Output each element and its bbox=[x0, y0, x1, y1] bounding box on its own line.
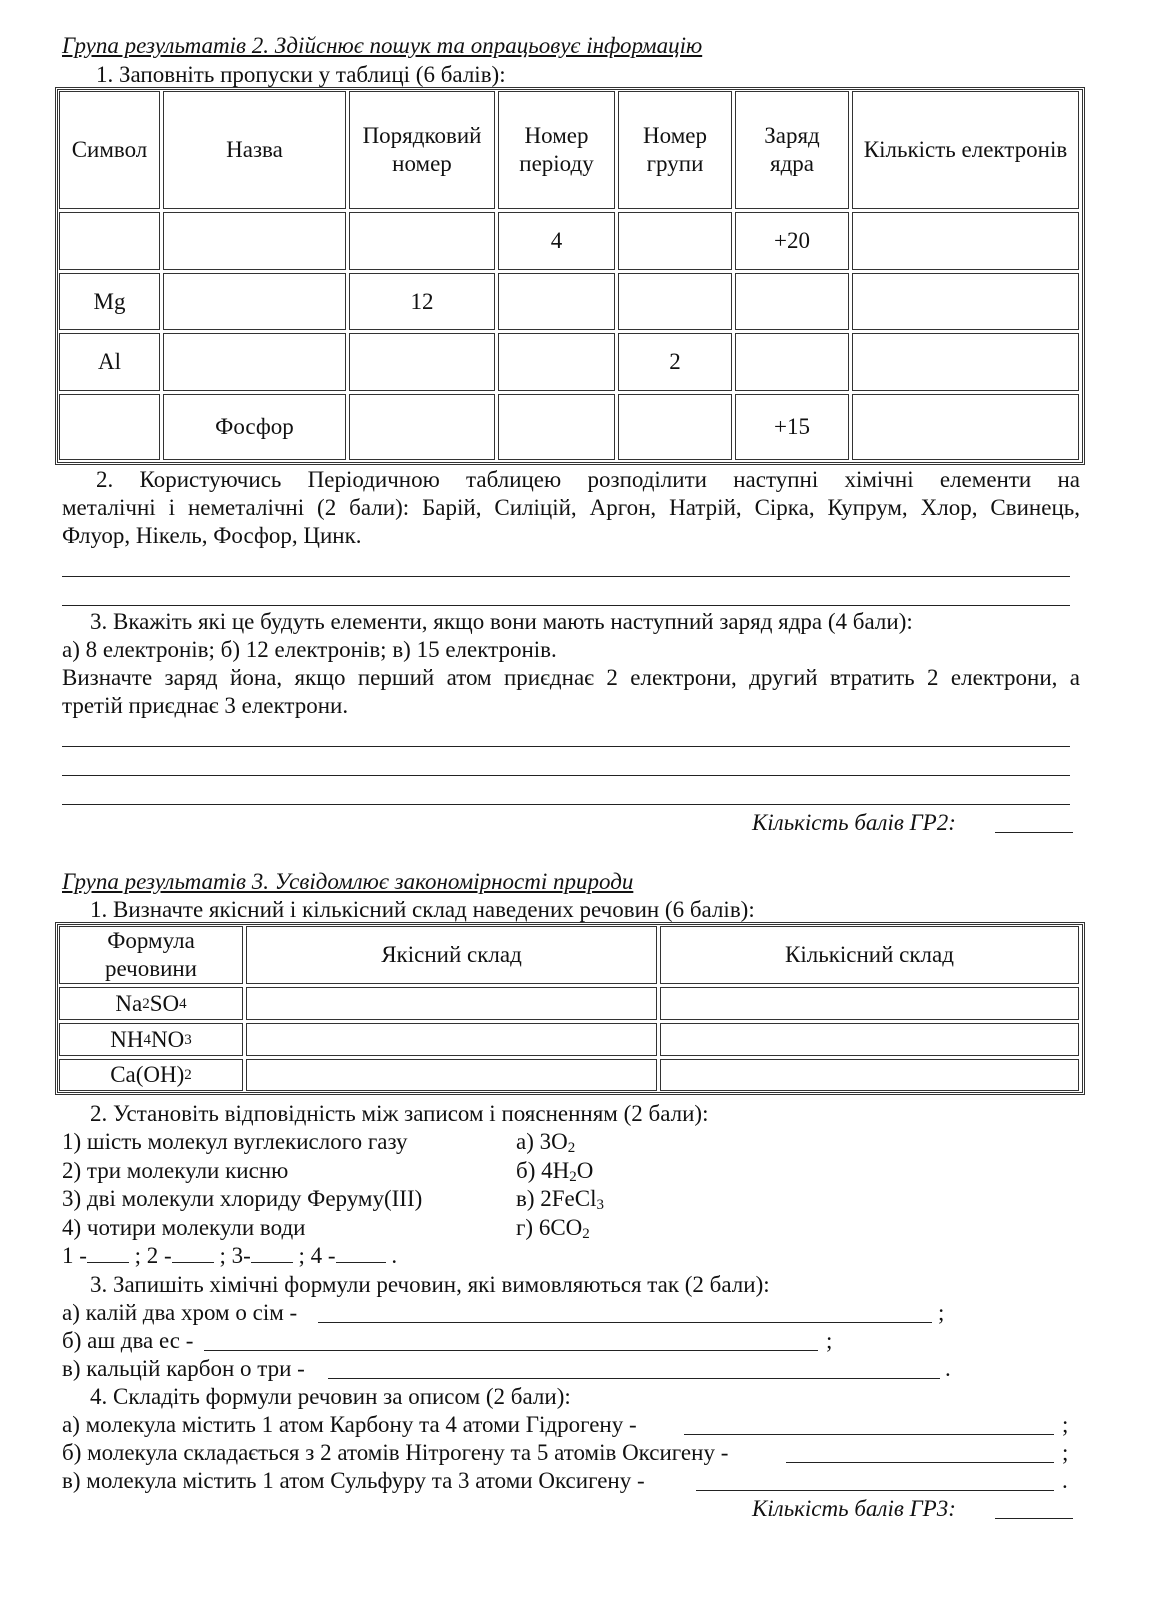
answer-end: . bbox=[391, 1243, 398, 1268]
table-cell: +15 bbox=[735, 394, 849, 460]
formula-cell: Ca(OH) 2 bbox=[59, 1059, 243, 1091]
task4-item-b: б) молекула складається з 2 атомів Нітрогену та 5 атомів Оксигену - bbox=[62, 1440, 729, 1465]
answer-blank-1[interactable] bbox=[87, 1244, 129, 1263]
gr2-score-field[interactable] bbox=[995, 832, 1073, 833]
table-cell[interactable] bbox=[618, 394, 732, 460]
gr3-task2: 2. Установіть відповідність між записом і поясненням (2 бали): bbox=[90, 1101, 709, 1126]
gr3-task4: 4. Складіть формули речовин за описом (2 бали): bbox=[90, 1384, 571, 1409]
qualitative-cell[interactable] bbox=[246, 987, 657, 1020]
qualitative-cell[interactable] bbox=[246, 1059, 657, 1091]
answer-label-2: ; 2 - bbox=[134, 1243, 172, 1268]
table-cell[interactable] bbox=[618, 273, 732, 330]
match-right-item: в) 2FeCl$_3$ bbox=[516, 1186, 604, 1213]
table-cell: +20 bbox=[735, 212, 849, 270]
table-cell: Фосфор bbox=[163, 394, 346, 460]
table-cell[interactable] bbox=[852, 273, 1079, 330]
task3-answer-b[interactable] bbox=[204, 1350, 818, 1351]
table-header-cell: Номер групи bbox=[618, 91, 732, 209]
task4-item-c: в) молекула містить 1 атом Сульфуру та 3 атоми Оксигену - bbox=[62, 1468, 645, 1493]
task3-item-b: б) аш два ес - bbox=[62, 1328, 194, 1353]
formula-cell: NH 4 NO 3 bbox=[59, 1023, 243, 1056]
answer-label-4: ; 4 - bbox=[298, 1243, 336, 1268]
gr2-title: Група результатів 2. Здійснює пошук та опрацьовує інформацію bbox=[62, 33, 703, 58]
table-cell[interactable] bbox=[349, 394, 495, 460]
table-cell[interactable] bbox=[163, 273, 346, 330]
gr2-task3-line2: а) 8 електронів; б) 12 електронів; в) 15 електронів. bbox=[62, 637, 557, 662]
quantitative-cell[interactable] bbox=[660, 1023, 1079, 1056]
table-cell[interactable] bbox=[852, 394, 1079, 460]
gr2-task2-line1: 2. Користуючись Періодичною таблицею розподілити наступні хімічні елементи на bbox=[96, 467, 1080, 492]
task4-answer-c[interactable] bbox=[696, 1490, 1054, 1491]
table-cell[interactable] bbox=[735, 333, 849, 391]
table-cell: 2 bbox=[618, 333, 732, 391]
answer-blank-2[interactable] bbox=[172, 1244, 214, 1263]
answer-line[interactable] bbox=[62, 605, 1070, 606]
answer-label-1: 1 - bbox=[62, 1243, 87, 1268]
answer-label-3: ; 3- bbox=[219, 1243, 251, 1268]
task3-item-a: а) калій два хром о сім - bbox=[62, 1300, 298, 1325]
task3-answer-c[interactable] bbox=[328, 1378, 940, 1379]
table-cell[interactable] bbox=[59, 212, 160, 270]
answer-blank-4[interactable] bbox=[336, 1244, 386, 1263]
task4-end-b: ; bbox=[1062, 1440, 1069, 1465]
quantitative-cell[interactable] bbox=[660, 987, 1079, 1020]
table-header-cell: Символ bbox=[59, 91, 160, 209]
table-header-cell: Формула речовини bbox=[59, 926, 243, 984]
table-cell[interactable] bbox=[59, 394, 160, 460]
table-cell[interactable] bbox=[852, 333, 1079, 391]
table-cell[interactable] bbox=[498, 273, 615, 330]
gr2-task2-line2: металічні і неметалічні (2 бали): Барій, Силіцій, Аргон, Натрій, Сірка, Купрум, Хлор, Свинець, bbox=[62, 495, 1080, 520]
task3-end-c: . bbox=[945, 1356, 951, 1381]
matching-answers bbox=[62, 1243, 397, 1269]
match-right-item: б) $4H_2O$ bbox=[516, 1157, 594, 1185]
table-cell[interactable] bbox=[735, 273, 849, 330]
table-cell[interactable] bbox=[349, 212, 495, 270]
table-cell: 4 bbox=[498, 212, 615, 270]
formula-cell: Na 2 SO 4 bbox=[59, 987, 243, 1020]
task4-end-a: ; bbox=[1062, 1412, 1069, 1437]
gr2-task1: 1. Заповніть пропуски у таблиці (6 балів): bbox=[96, 62, 506, 87]
table-header-cell: Кількість електронів bbox=[852, 91, 1079, 209]
table-cell[interactable] bbox=[163, 212, 346, 270]
answer-line[interactable] bbox=[62, 804, 1070, 805]
task3-end-b: ; bbox=[826, 1328, 833, 1353]
task4-answer-b[interactable] bbox=[786, 1462, 1054, 1463]
match-right-item: г) $6CO_2$ bbox=[516, 1214, 590, 1242]
answer-line[interactable] bbox=[62, 775, 1070, 776]
table-cell: Mg bbox=[59, 273, 160, 330]
gr2-task2-line3: Флуор, Нікель, Фосфор, Цинк. bbox=[62, 523, 362, 548]
task3-end-a: ; bbox=[938, 1300, 945, 1325]
gr3-score-label: Кількість балів ГР3: bbox=[752, 1496, 956, 1521]
gr2-task3-line4: третій приєднає 3 електрони. bbox=[62, 693, 349, 718]
gr2-score-label: Кількість балів ГР2: bbox=[752, 810, 956, 835]
table-header-cell: Назва bbox=[163, 91, 346, 209]
task3-item-c: в) кальцій карбон о три - bbox=[62, 1356, 305, 1381]
task4-end-c: . bbox=[1062, 1468, 1068, 1493]
table-cell: Al bbox=[59, 333, 160, 391]
answer-line[interactable] bbox=[62, 576, 1070, 577]
gr3-task1: 1. Визначте якісний і кількісний склад наведених речовин (6 балів): bbox=[90, 897, 755, 922]
gr2-task3-line3: Визначте заряд йона, якщо перший атом приєднає 2 електрони, другий втратить 2 електрони, а bbox=[62, 665, 1080, 690]
match-left-item: 4) чотири молекули води bbox=[62, 1214, 306, 1240]
gr2-task3-line1: 3. Вкажіть які це будуть елементи, якщо вони мають наступний заряд ядра (4 бали): bbox=[90, 609, 913, 634]
table-cell[interactable] bbox=[498, 333, 615, 391]
gr3-task3: 3. Запишіть хімічні формули речовин, які вимовляються так (2 бали): bbox=[90, 1272, 770, 1297]
table-header-cell: Якісний склад bbox=[246, 926, 657, 984]
table-cell[interactable] bbox=[498, 394, 615, 460]
table-cell: 12 bbox=[349, 273, 495, 330]
table-header-cell: Заряд ядра bbox=[735, 91, 849, 209]
answer-blank-3[interactable] bbox=[251, 1244, 293, 1263]
task3-answer-a[interactable] bbox=[318, 1322, 932, 1323]
gr3-title: Група результатів 3. Усвідомлює закономірності природи bbox=[62, 869, 634, 894]
match-left-item: 3) дві молекули хлориду Феруму(ІІІ) bbox=[62, 1186, 423, 1211]
task4-answer-a[interactable] bbox=[684, 1434, 1054, 1435]
table-cell[interactable] bbox=[852, 212, 1079, 270]
table-cell[interactable] bbox=[349, 333, 495, 391]
table-header-cell: Порядковий номер bbox=[349, 91, 495, 209]
match-left-item: 1) шість молекул вуглекислого газу bbox=[62, 1129, 408, 1154]
match-left-item: 2) три молекули кисню bbox=[62, 1157, 289, 1183]
quantitative-cell[interactable] bbox=[660, 1059, 1079, 1091]
answer-line[interactable] bbox=[62, 746, 1070, 747]
match-right-item: а) $3O_2$ bbox=[516, 1129, 576, 1156]
table-cell[interactable] bbox=[163, 333, 346, 391]
table-header-cell: Номер періоду bbox=[498, 91, 615, 209]
task4-item-a: а) молекула містить 1 атом Карбону та 4 атоми Гідрогену - bbox=[62, 1412, 637, 1437]
gr3-score-field[interactable] bbox=[995, 1518, 1073, 1519]
table-header-cell: Кількісний склад bbox=[660, 926, 1079, 984]
qualitative-cell[interactable] bbox=[246, 1023, 657, 1056]
table-cell[interactable] bbox=[618, 212, 732, 270]
